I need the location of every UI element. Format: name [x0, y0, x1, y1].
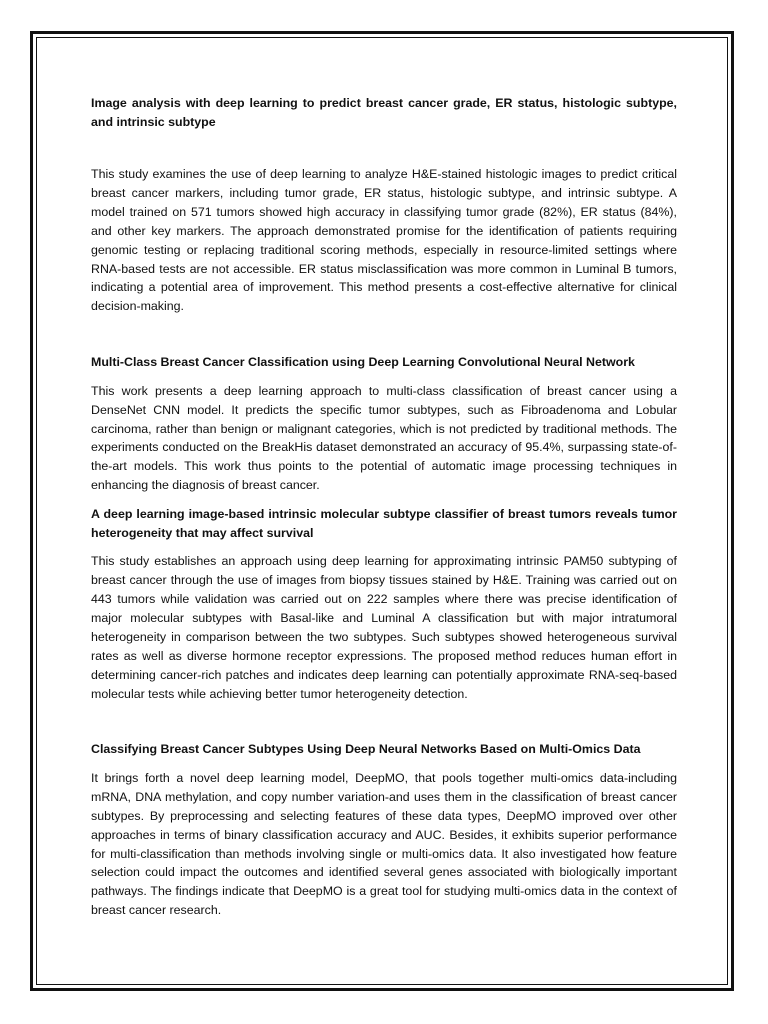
- section-multi-omics: [91, 740, 677, 920]
- document-body: [91, 94, 677, 920]
- section-heading: Image analysis with deep learning to predict breast cancer grade, ER status, histologic subtype, and intrinsic subtype: [91, 96, 677, 129]
- section-image-analysis: [91, 94, 677, 316]
- section-paragraph: This study examines the use of deep learning to analyze H&E-stained histologic images to predict critical breast cancer markers, including tumor grade, ER status, histologic subtype, and intrinsic subtype. A model trained on 571 tumors showed high accuracy in classifying tumor grade (82%), ER status (84%), and other key markers. The approach demonstrated promise for the identification of patients requiring genomic testing or replacing traditional scoring methods, especially in resource-limited settings where RNA-based tests are not accessible. ER status misclassification was more common in Luminal B tumors, indicating a potential area of improvement. This method presents a cost-effective alternative for clinical decision-making.: [91, 167, 677, 314]
- section-paragraph: This study establishes an approach using deep learning for approximating intrinsic PAM50 subtyping of breast cancer through the use of images from biopsy tissues stained by H&E. Training was carried out on 443 tumors while validation was carried out on 222 samples where there was precise identification of major molecular subtypes with Basal-like and Luminal A classification but with major intratumoral heterogeneity in comparison between the two subtypes. Such subtypes showed heterogeneous survival rates as well as diverse hormone receptor expressions. The proposed method reduces human effort in determining cancer-rich patches and indicates deep learning can potentially approximate RNA-seq-based molecular tests while achieving better tumor heterogeneity detection.: [91, 554, 677, 701]
- section-paragraph: This work presents a deep learning approach to multi-class classification of breast cancer using a DenseNet CNN model. It predicts the specific tumor subtypes, such as Fibroadenoma and Lobular carcinoma, rather than benign or malignant categories, which is not predicted by traditional methods. The experiments conducted on the BreakHis dataset demonstrated an accuracy of 95.4%, surpassing state-of-the-art models. This work thus points to the potential of automatic image processing techniques in enhancing the diagnosis of breast cancer.: [91, 383, 677, 493]
- section-paragraph: It brings forth a novel deep learning model, DeepMO, that pools together multi-omics data-including mRNA, DNA methylation, and copy number variation-and uses them in the classification of breast cancer subtypes. By preprocessing and selecting features of these data types, DeepMO improved over other approaches in terms of binary classification accuracy and AUC. Besides, it exhibits superior performance for multi-classification than methods involving single or multi-omics data. It also investigated how feature selection could impact the outcomes and identified several genes associated with biologically important pathways. The findings indicate that DeepMO is a great tool for studying multi-omics data in the context of breast cancer research.: [91, 770, 677, 918]
- section-heading: Multi-Class Breast Cancer Classification using Deep Learning Convolutional Neural Network: [91, 355, 635, 370]
- section-intrinsic-subtype: [91, 505, 677, 703]
- section-multi-class: [91, 353, 677, 495]
- section-heading: A deep learning image-based intrinsic molecular subtype classifier of breast tumors reveals tumor heterogeneity that may affect survival: [91, 507, 677, 540]
- section-heading: Classifying Breast Cancer Subtypes Using Deep Neural Networks Based on Multi-Omics Data: [91, 742, 641, 757]
